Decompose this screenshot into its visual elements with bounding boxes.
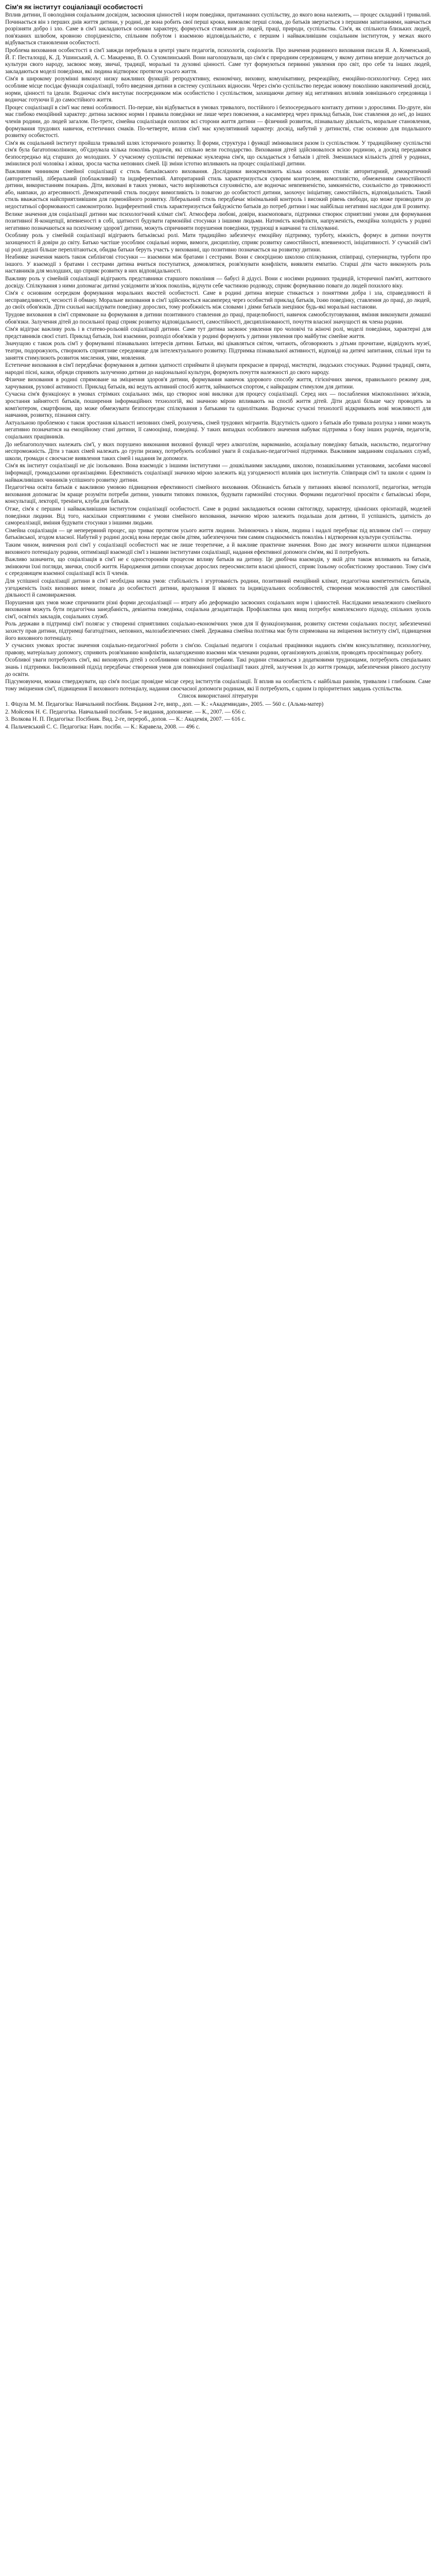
paragraph: Естетичне виховання в сім'ї передбачає формування в дитини здатності сприймати й цінувати прекрасне в природі, мистецтві, людських стосунках. Родинні традиції, свята, народні пісні, казки, обряди сприяють залученню дитини до національної культури, формують почуття належності до свого народу. bbox=[5, 362, 431, 376]
paragraph: Особливої уваги потребують сім'ї, які виховують дітей з особливими освітніми потребами. Такі родини стикаються з додатковими труднощами, потребують спеціальних знань і підтримки. Інклюзивний підхід передбачає створення умов для повноцінної соціалізації таких дітей, залучення їх до життя громади, забезпечення рівного доступу до освіти. bbox=[5, 657, 431, 677]
reference-item: 1. Фіцула М. М. Педагогіка: Навчальний посібник. Видання 2-ге, випр., доп. — К.: «Академвидав», 2005. — 560 с. (Альма-матер) bbox=[5, 701, 324, 707]
references-list bbox=[5, 701, 431, 731]
document-title: Сім'я як інститут соціалізації особистості bbox=[5, 3, 143, 11]
paragraph: Сім'я відіграє важливу роль і в статево-рольовій соціалізації дитини. Саме тут дитина засвоює уявлення про чоловічі та жіночі ролі, моделі поведінки, характерні для представників своєї статі. Приклад батьків, їхні взаємини, розподіл обов'язків у родині формують у дитини уявлення про майбутнє сімейне життя. bbox=[5, 326, 431, 340]
reference-item: 2. Мойсеюк Н. Є. Педагогіка. Навчальний посібник. 5-е видання, доповнене. — К., 2007. — 656 с. bbox=[5, 708, 246, 715]
paragraph: Значущою є також роль сім'ї у формуванні пізнавальних інтересів дитини. Батьки, які цікавляться світом, читають, обговорюють з дітьми прочитане, відвідують музеї, театри, подорожують, створюють сприятливе середовище для інтелектуального розвитку. Підтримка пізнавальної активності, відповіді на дитячі запитання, спільні ігри та заняття стимулюють розвиток мислення, уяви, мовлення. bbox=[5, 341, 431, 361]
document-body bbox=[5, 12, 431, 700]
paragraph: Роль держави в підтримці сім'ї полягає у створенні сприятливих соціально-економічних умов для її функціонування, розвитку системи соціальних послуг, забезпеченні захисту прав дитини, підтримці багатодітних, неповних, малозабезпечених сімей. Державна сімейна політика має бути спрямована на зміцнення інституту сім'ї, підвищення його виховного потенціалу. bbox=[5, 621, 431, 641]
paragraph: Особливу роль у сімейній соціалізації відіграють батьківські ролі. Мати традиційно забезпечує емоційну підтримку, турботу, ніжність, формує в дитини почуття захищеності й довіри до світу. Батько частіше уособлює соціальні норми, вимоги, дисципліну, сприяє розвитку самостійності, впевненості, ініціативності. У сучасній сім'ї ці ролі дедалі більше переплітаються, обидва батьки беруть участь у вихованні, що позитивно позначається на розвитку дитини. bbox=[5, 232, 431, 253]
paragraph: Таким чином, вивчення ролі сім'ї у соціалізації особистості має не лише теоретичне, а й важливе практичне значення. Воно дає змогу визначити шляхи підвищення виховного потенціалу родини, оптимізації взаємодії сім'ї з іншими інститутами соціалізації, надання ефективної допомоги сім'ям, які її потребують. bbox=[5, 541, 431, 555]
paragraph: Процес соціалізації в сім'ї має певні особливості. По-перше, він відбувається в умовах тривалого, постійного і безпосереднього контакту дитини з дорослими. По-друге, він має глибоко емоційний характер: дитина засвоює норми і правила поведінки не лише через пояснення, а насамперед через приклад батьків, їхнє ставлення до неї, до інших членів родини, до людей загалом. По-третє, сімейна соціалізація охоплює всі сторони життя дитини — фізичний розвиток, пізнавальну діяльність, моральне становлення, формування трудових навичок, естетичних смаків. По-четверте, вплив сім'ї має кумулятивний характер: досвід, набутий у дитинстві, стає основою для подальшого розвитку особистості. bbox=[5, 104, 431, 139]
paragraph: Сім'я в широкому розумінні виконує низку важливих функцій: репродуктивну, економічну, виховну, комунікативну, рекреаційну, емоційно-психологічну. Серед них особливе місце посідає функція соціалізації, тобто введення дитини в систему суспільних відносин. Через сім'ю суспільство передає новому поколінню накопичений досвід, норми, цінності та ідеали. Водночас сім'я виступає посередником між особистістю і суспільством, захищаючи дитину від негативних впливів зовнішнього середовища і водночас готуючи її до самостійного життя. bbox=[5, 76, 431, 104]
paragraph: Отже, сім'я є першим і найважливішим інститутом соціалізації особистості. Саме в родині закладаються основи світогляду, характеру, ціннісних орієнтацій, моделей поведінки людини. Від того, наскільки сприятливими є умови сімейного виховання, значною мірою залежить подальша доля дитини, її успішність, здатність до самореалізації, вміння будувати стосунки з іншими людьми. bbox=[5, 505, 431, 527]
paragraph: Важливо зазначити, що соціалізація в сім'ї не є одностороннім процесом впливу батьків на дитину. Це двобічна взаємодія, у якій діти також впливають на батьків, змінюючи їхні погляди, звички, спосіб життя. Народження дитини спонукає дорослих переосмислити власні цінності, сприяє їхньому особистісному зростанню. Тому сім'я є середовищем взаємної соціалізації всіх її членів. bbox=[5, 556, 431, 577]
paragraph: Неабияке значення мають також сиблінгові стосунки — взаємини між братами і сестрами. Вони є своєрідною школою спілкування, співпраці, суперництва, турботи про іншого. У взаємодії з братами і сестрами дитина вчиться поступатися, домовлятися, розв'язувати конфлікти, виявляти емпатію. Старші діти часто виконують роль наставників для молодших, що сприяє розвитку в них відповідальності. bbox=[5, 254, 431, 275]
paragraph: Сімейна соціалізація — це неперервний процес, що триває протягом усього життя людини. Змінюючись з віком, людина і надалі перебуває під впливом сім'ї — спершу батьківської, згодом власної. Набутий у родині досвід вона передає своїм дітям, забезпечуючи тим самим спадкоємність поколінь і відтворення культури суспільства. bbox=[5, 527, 431, 541]
references-heading: Список використаної літератури bbox=[178, 693, 258, 700]
paragraph: Сім'я як соціальний інститут пройшла тривалий шлях історичного розвитку. Її форми, структура і функції змінювалися разом із суспільством. У традиційному суспільстві сім'я була багатопоколінною, об'єднувала кілька поколінь родичів, які спільно вели господарство. Виховання дітей здійснювалося всією родиною, а досвід передавався безпосередньо від старших до молодших. У сучасному суспільстві переважає нуклеарна сім'я, що складається з батьків і дітей. Зменшилася кількість дітей у родинах, змінилися ролі чоловіка і жінки, зросла частка неповних сімей. Ці зміни істотно впливають на процес соціалізації дитини. bbox=[5, 140, 431, 167]
paragraph: Для успішної соціалізації дитини в сім'ї необхідна низка умов: стабільність і згуртованість родини, позитивний емоційний клімат, педагогічна компетентність батьків, узгодженість їхніх виховних вимог, повага до особистості дитини, врахування її вікових та індивідуальних особливостей, створення можливостей для самостійної діяльності й самовираження. bbox=[5, 578, 431, 599]
paragraph: Підсумовуючи, можна стверджувати, що сім'я посідає провідне місце серед інститутів соціалізації. Її вплив на особистість є найбільш раннім, тривалим і глибоким. Саме тому зміцнення сім'ї, підвищення її виховного потенціалу, надання своєчасної допомоги родинам, які її потребують, є одним із пріоритетних завдань суспільства. bbox=[5, 679, 431, 692]
paragraph: Велике значення для соціалізації дитини має психологічний клімат сім'ї. Атмосфера любові, довіри, взаємоповаги, підтримки створює сприятливі умови для формування позитивної Я-концепції, впевненості в собі, здатності будувати гармонійні стосунки з іншими людьми. Натомість конфлікти, напруженість, емоційна холодність у родині негативно позначаються на психічному здоров'ї дитини, можуть спричиняти порушення поведінки, труднощі в навчанні та спілкуванні. bbox=[5, 211, 431, 231]
paragraph: Порушення цих умов може спричинити різні форми десоціалізації — втрату або деформацію засвоєних соціальних норм і цінностей. Наслідками неналежного сімейного виховання можуть бути педагогічна занедбаність, девіантна поведінка, соціальна дезадаптація. Профілактика цих явищ потребує комплексного підходу, спільних зусиль сім'ї, освітніх закладів, соціальних служб. bbox=[5, 599, 431, 620]
paragraph: У сучасних умовах зростає значення соціально-педагогічної роботи з сім'єю. Соціальні педагоги і соціальні працівники надають сім'ям консультативну, психологічну, правову, матеріальну допомогу, сприяють розв'язанню конфліктів, налагодженню взаємин між членами родини, організовують дозвілля, проводять просвітницьку роботу. bbox=[5, 642, 431, 656]
paragraph: Вплив дитини, її оволодіння соціальним досвідом, засвоєння цінностей і норм поведінки, притаманних суспільству, до якого вона належить, — процес складний і тривалий. Починається він з перших днів життя дитини, у родині, де вона робить свої перші кроки, вимовляє перші слова, до батьків звертається з першими запитаннями, навчається розрізняти добро і зло. Саме в сім'ї закладаються основи характеру, формується ставлення до людей, праці, природи, суспільства. Сім'я, як спільнота близьких людей, пов'язаних шлюбом, кровною спорідненістю, спільним побутом і взаємною відповідальністю, є першим і найважливішим соціальним інститутом, у межах якого відбувається становлення особистості. bbox=[5, 12, 431, 46]
paragraph: До неблагополучних належать сім'ї, у яких порушено виконання виховної функції через алкоголізм, наркоманію, асоціальну поведінку батьків, насильство, педагогічну неспроможність. Діти з таких сімей належать до групи ризику, потребують особливої уваги й соціально-педагогічної підтримки. Важливим завданням соціальних служб, школи, громади є своєчасне виявлення таких сімей і надання їм допомоги. bbox=[5, 441, 431, 462]
paragraph: Сім'я є основним осередком формування моральних якостей особистості. Саме в родині дитина вперше стикається з поняттями добра і зла, справедливості й несправедливості, чесності й обману. Моральне виховання в сім'ї здійснюється насамперед через особистий приклад батьків, їхню поведінку, ставлення до праці, до людей, до своїх обов'язків. Діти схильні наслідувати поведінку дорослих, тому розбіжність між словами і діями батьків знецінює будь-які моральні настанови. bbox=[5, 290, 431, 311]
paragraph: Фізичне виховання в родині спрямоване на зміцнення здоров'я дитини, формування навичок здорового способу життя, гігієнічних звичок, правильного режиму дня, харчування, рухової активності. Приклад батьків, які ведуть активний спосіб життя, займаються спортом, є найкращим стимулом для дитини. bbox=[5, 377, 431, 390]
paragraph: Сім'я як інститут соціалізації не діє ізольовано. Вона взаємодіє з іншими інститутами — дошкільними закладами, школою, позашкільними установами, засобами масової інформації, громадськими організаціями. Ефективність соціалізації значною мірою залежить від узгодженості впливів цих інститутів. Співпраця сім'ї та школи є одним із найважливіших чинників успішного розвитку дитини. bbox=[5, 463, 431, 483]
document-page bbox=[0, 0, 436, 736]
paragraph: Актуальною проблемою є також зростання кількості неповних сімей, розлучень, сімей трудових мігрантів. Відсутність одного з батьків або тривала розлука з ними можуть негативно позначатися на емоційному стані дитини, її самооцінці, поведінці. У таких випадках особливого значення набуває підтримка з боку інших родичів, педагогів, соціальних працівників. bbox=[5, 419, 431, 440]
paragraph: Сучасна сім'я функціонує в умовах стрімких соціальних змін, що створює нові виклики для процесу соціалізації. Серед них — послаблення міжпоколінних зв'язків, зростання зайнятості батьків, поширення інформаційних технологій, які значною мірою впливають на спосіб життя дітей. Діти дедалі більше часу проводять за комп'ютером, смартфоном, що може обмежувати безпосереднє спілкування з батьками та однолітками. Водночас сучасні технології відкривають нові можливості для навчання, розвитку, пізнання світу. bbox=[5, 391, 431, 419]
paragraph: Проблема виховання особистості в сім'ї завжди перебувала в центрі уваги педагогів, психологів, соціологів. Про значення родинного виховання писали Я. А. Коменський, Й. Г. Песталоцці, К. Д. Ушинський, А. С. Макаренко, В. О. Сухомлинський. Вони наголошували, що сім'я є природним середовищем, у якому дитина вперше долучається до культури свого народу, засвоює мову, звичаї, традиції, моральні та духовні цінності. Саме тут формуються первинні уявлення про світ, про себе та інших людей, закладаються моделі поведінки, які людина відтворює протягом усього життя. bbox=[5, 47, 431, 75]
paragraph: Педагогічна освіта батьків є важливою умовою підвищення ефективності сімейного виховання. Обізнаність батьків у питаннях вікової психології, педагогіки, методів виховання допомагає їм краще розуміти потреби дитини, уникати типових помилок, будувати гармонійні стосунки. Формами педагогічної просвіти є батьківські збори, консультації, лекторії, тренінги, клуби для батьків. bbox=[5, 484, 431, 505]
paragraph: Важливу роль у сімейній соціалізації відіграють представники старшого покоління — бабусі й дідусі. Вони є носіями родинних традицій, історичної пам'яті, життєвого досвіду. Спілкування з ними допомагає дитині усвідомити зв'язок поколінь, відчути себе частиною родоводу, сприяє формуванню поваги до людей похилого віку. bbox=[5, 275, 431, 289]
reference-item: 4. Пальчевський С. С. Педагогіка: Навч. посібн. — К.: Каравела, 2008. — 496 с. bbox=[5, 723, 200, 730]
reference-item: 3. Волкова Н. П. Педагогіка: Посібник. Вид. 2-ге, перероб., допов. — К.: Академія, 2007. — 616 с. bbox=[5, 716, 246, 723]
paragraph: Важливим чинником сімейної соціалізації є стиль батьківського виховання. Дослідники виокремлюють кілька основних стилів: авторитарний, демократичний (авторитетний), ліберальний (поблажливий) та індиферентний. Авторитарний стиль характеризується суворим контролем, вимогливістю, обмеженням самостійності дитини, використанням покарань. Діти, виховані в таких умовах, часто вирізняються слухняністю, але водночас невпевненістю, замкненістю, схильністю до тривожності або, навпаки, до агресивності. Демократичний стиль поєднує вимогливість із повагою до особистості дитини, заохочує ініціативу, самостійність, відповідальність. Такий стиль вважається найсприятливішим для гармонійного розвитку. Ліберальний стиль передбачає мінімальний контроль і високий рівень свободи, що може призводити до недостатньої сформованості самоконтролю. Індиферентний стиль характеризується байдужістю батьків до потреб дитини і має найбільш негативні наслідки для її розвитку. bbox=[5, 168, 431, 210]
paragraph: Трудове виховання в сім'ї спрямоване на формування в дитини позитивного ставлення до праці, працелюбності, навичок самообслуговування, вміння виконувати домашні обов'язки. Залучення дітей до посильної праці сприяє розвитку відповідальності, самостійності, дисциплінованості, почуття власної значущості як члена родини. bbox=[5, 311, 431, 325]
